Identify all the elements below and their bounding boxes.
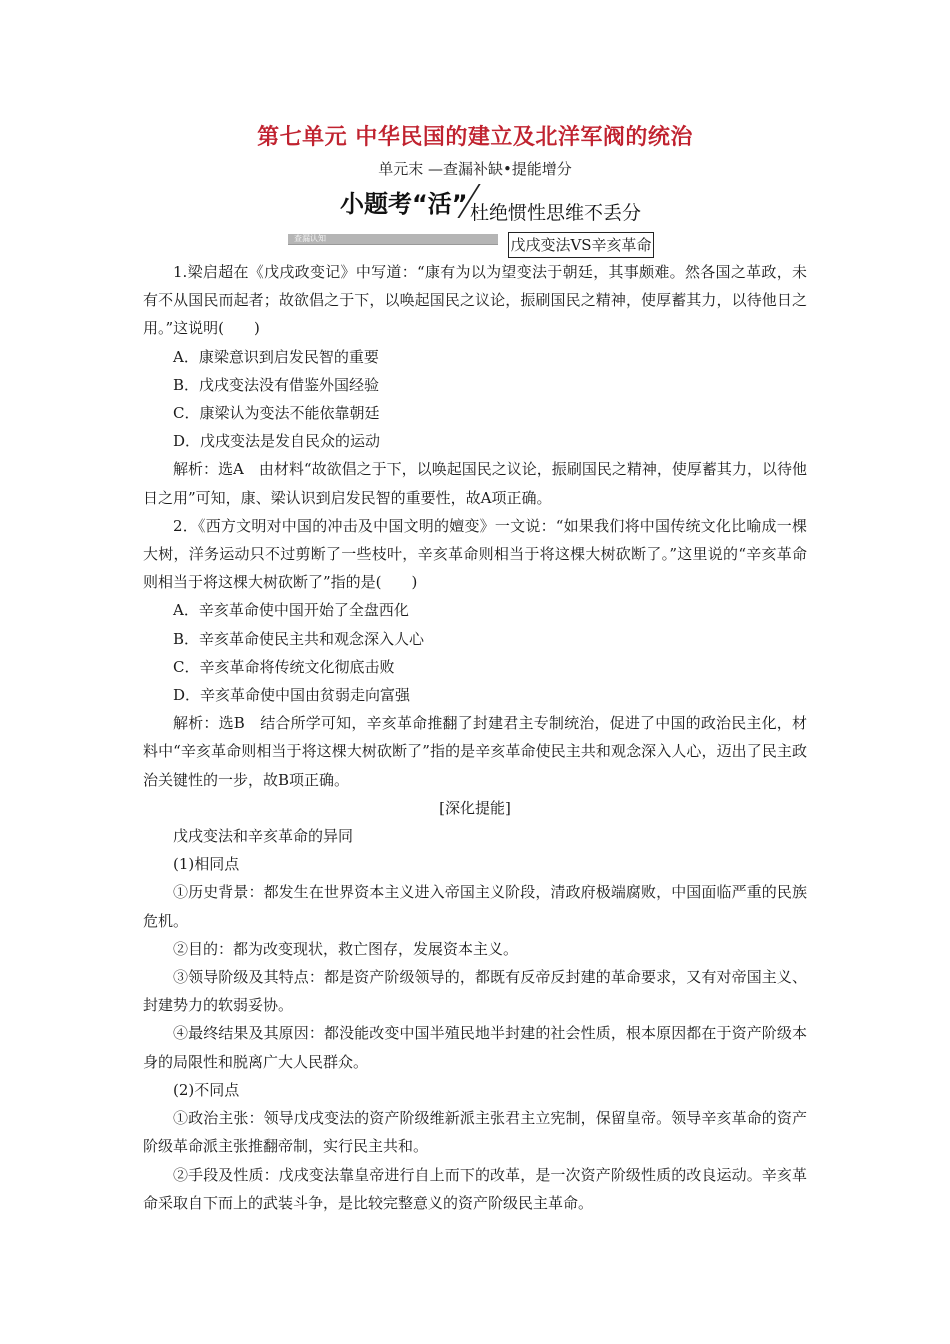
same-point: ①历史背景：都发生在世界资本主义进入帝国主义阶段，清政府极端腐败，中国面临严重的民族危机。 — [143, 883, 807, 930]
unit-title: 第七单元 中华民国的建立及北洋军阀的统治 — [257, 125, 693, 150]
diff-point: ①政治主张：领导戊戌变法的资产阶级维新派主张君主立宪制，保留皇帝。领导辛亥革命的资产阶级革命派主张推翻帝制，实行民主共和。 — [143, 1109, 807, 1156]
question-1-option: D．戊戌变法是发自民众的运动 — [173, 432, 381, 451]
tag-strip-label: 查漏认知 — [294, 234, 326, 243]
question-2-option: D．辛亥革命使中国由贫弱走向富强 — [173, 686, 411, 705]
banner-main-text: 小题考“活” — [340, 190, 468, 218]
unit-subtitle: 单元末 —查漏补缺•提能增分 — [378, 160, 572, 178]
same-points-heading: (1)相同点 — [173, 855, 240, 874]
deepen-topic: 戊戌变法和辛亥革命的异同 — [173, 827, 354, 846]
question-2-analysis: 解析：选B 结合所学可知，辛亥革命推翻了封建君主专制统治，促进了中国的政治民主化，材料中“辛亥革命则相当于将这棵大树砍断了”指的是辛亥革命使民主共和观念深入人心，迈出了民主政治关键性的一步，故B项正确。 — [143, 714, 807, 789]
question-2-option: B．辛亥革命使民主共和观念深入人心 — [173, 629, 425, 648]
question-2-stem: 2．《西方文明对中国的冲击及中国文明的嬗变》一文说：“如果我们将中国传统文化比喻成一棵大树，洋务运动只不过剪断了一些枝叶，辛亥革命则相当于将这棵大树砍断了。”这里说的“辛亥革命则相当于将这棵大树砍断了”指的是( ) — [143, 516, 807, 592]
question-1-option: B．戊戌变法没有借鉴外国经验 — [173, 375, 380, 394]
question-1-stem: 1.梁启超在《戊戌政变记》中写道：“康有为以为望变法于朝廷，其事颇难。然各国之革政，未有不从国民而起者；故欲倡之于下，以唤起国民之议论，振刷国民之精神，使厚蓄其力，以待他日之用。”这说明( ) — [143, 263, 807, 338]
topic-tag-box: 戊戌变法VS辛亥革命 — [508, 232, 654, 258]
deepen-heading: [深化提能] — [439, 798, 511, 817]
banner-sub-text: 杜绝惯性思维不丢分 — [470, 202, 642, 224]
same-point: ②目的：都为改变现状，救亡图存，发展资本主义。 — [173, 939, 519, 958]
question-2-option: A．辛亥革命使中国开始了全盘西化 — [173, 601, 409, 620]
diff-point: ②手段及性质：戊戌变法靠皇帝进行自上而下的改革，是一次资产阶级性质的改良运动。辛亥革命采取自下而上的武装斗争，是比较完整意义的资产阶级民主革命。 — [143, 1165, 807, 1212]
question-1-analysis: 解析：选A 由材料“故欲倡之于下，以唤起国民之议论，振刷国民之精神，使厚蓄其力，以待他日之用”可知，康、梁认识到启发民智的重要性，故A项正确。 — [143, 460, 807, 507]
document-body — [143, 258, 807, 1217]
question-1-option: C．康梁认为变法不能依靠朝廷 — [173, 404, 380, 423]
question-1-option: A．康梁意识到启发民智的重要 — [173, 347, 379, 366]
diff-points-heading: (2)不同点 — [173, 1080, 240, 1099]
question-2-option: C．辛亥革命将传统文化彻底击败 — [173, 657, 395, 676]
same-point: ④最终结果及其原因：都没能改变中国半殖民地半封建的社会性质，根本原因都在于资产阶级本身的局限性和脱离广大人民群众。 — [143, 1024, 807, 1071]
section-banner — [340, 178, 680, 228]
topic-tag-bar — [288, 232, 668, 260]
same-point: ③领导阶级及其特点：都是资产阶级领导的，都既有反帝反封建的革命要求，又有对帝国主义、封建势力的软弱妥协。 — [143, 968, 807, 1015]
tag-strip — [288, 234, 498, 245]
